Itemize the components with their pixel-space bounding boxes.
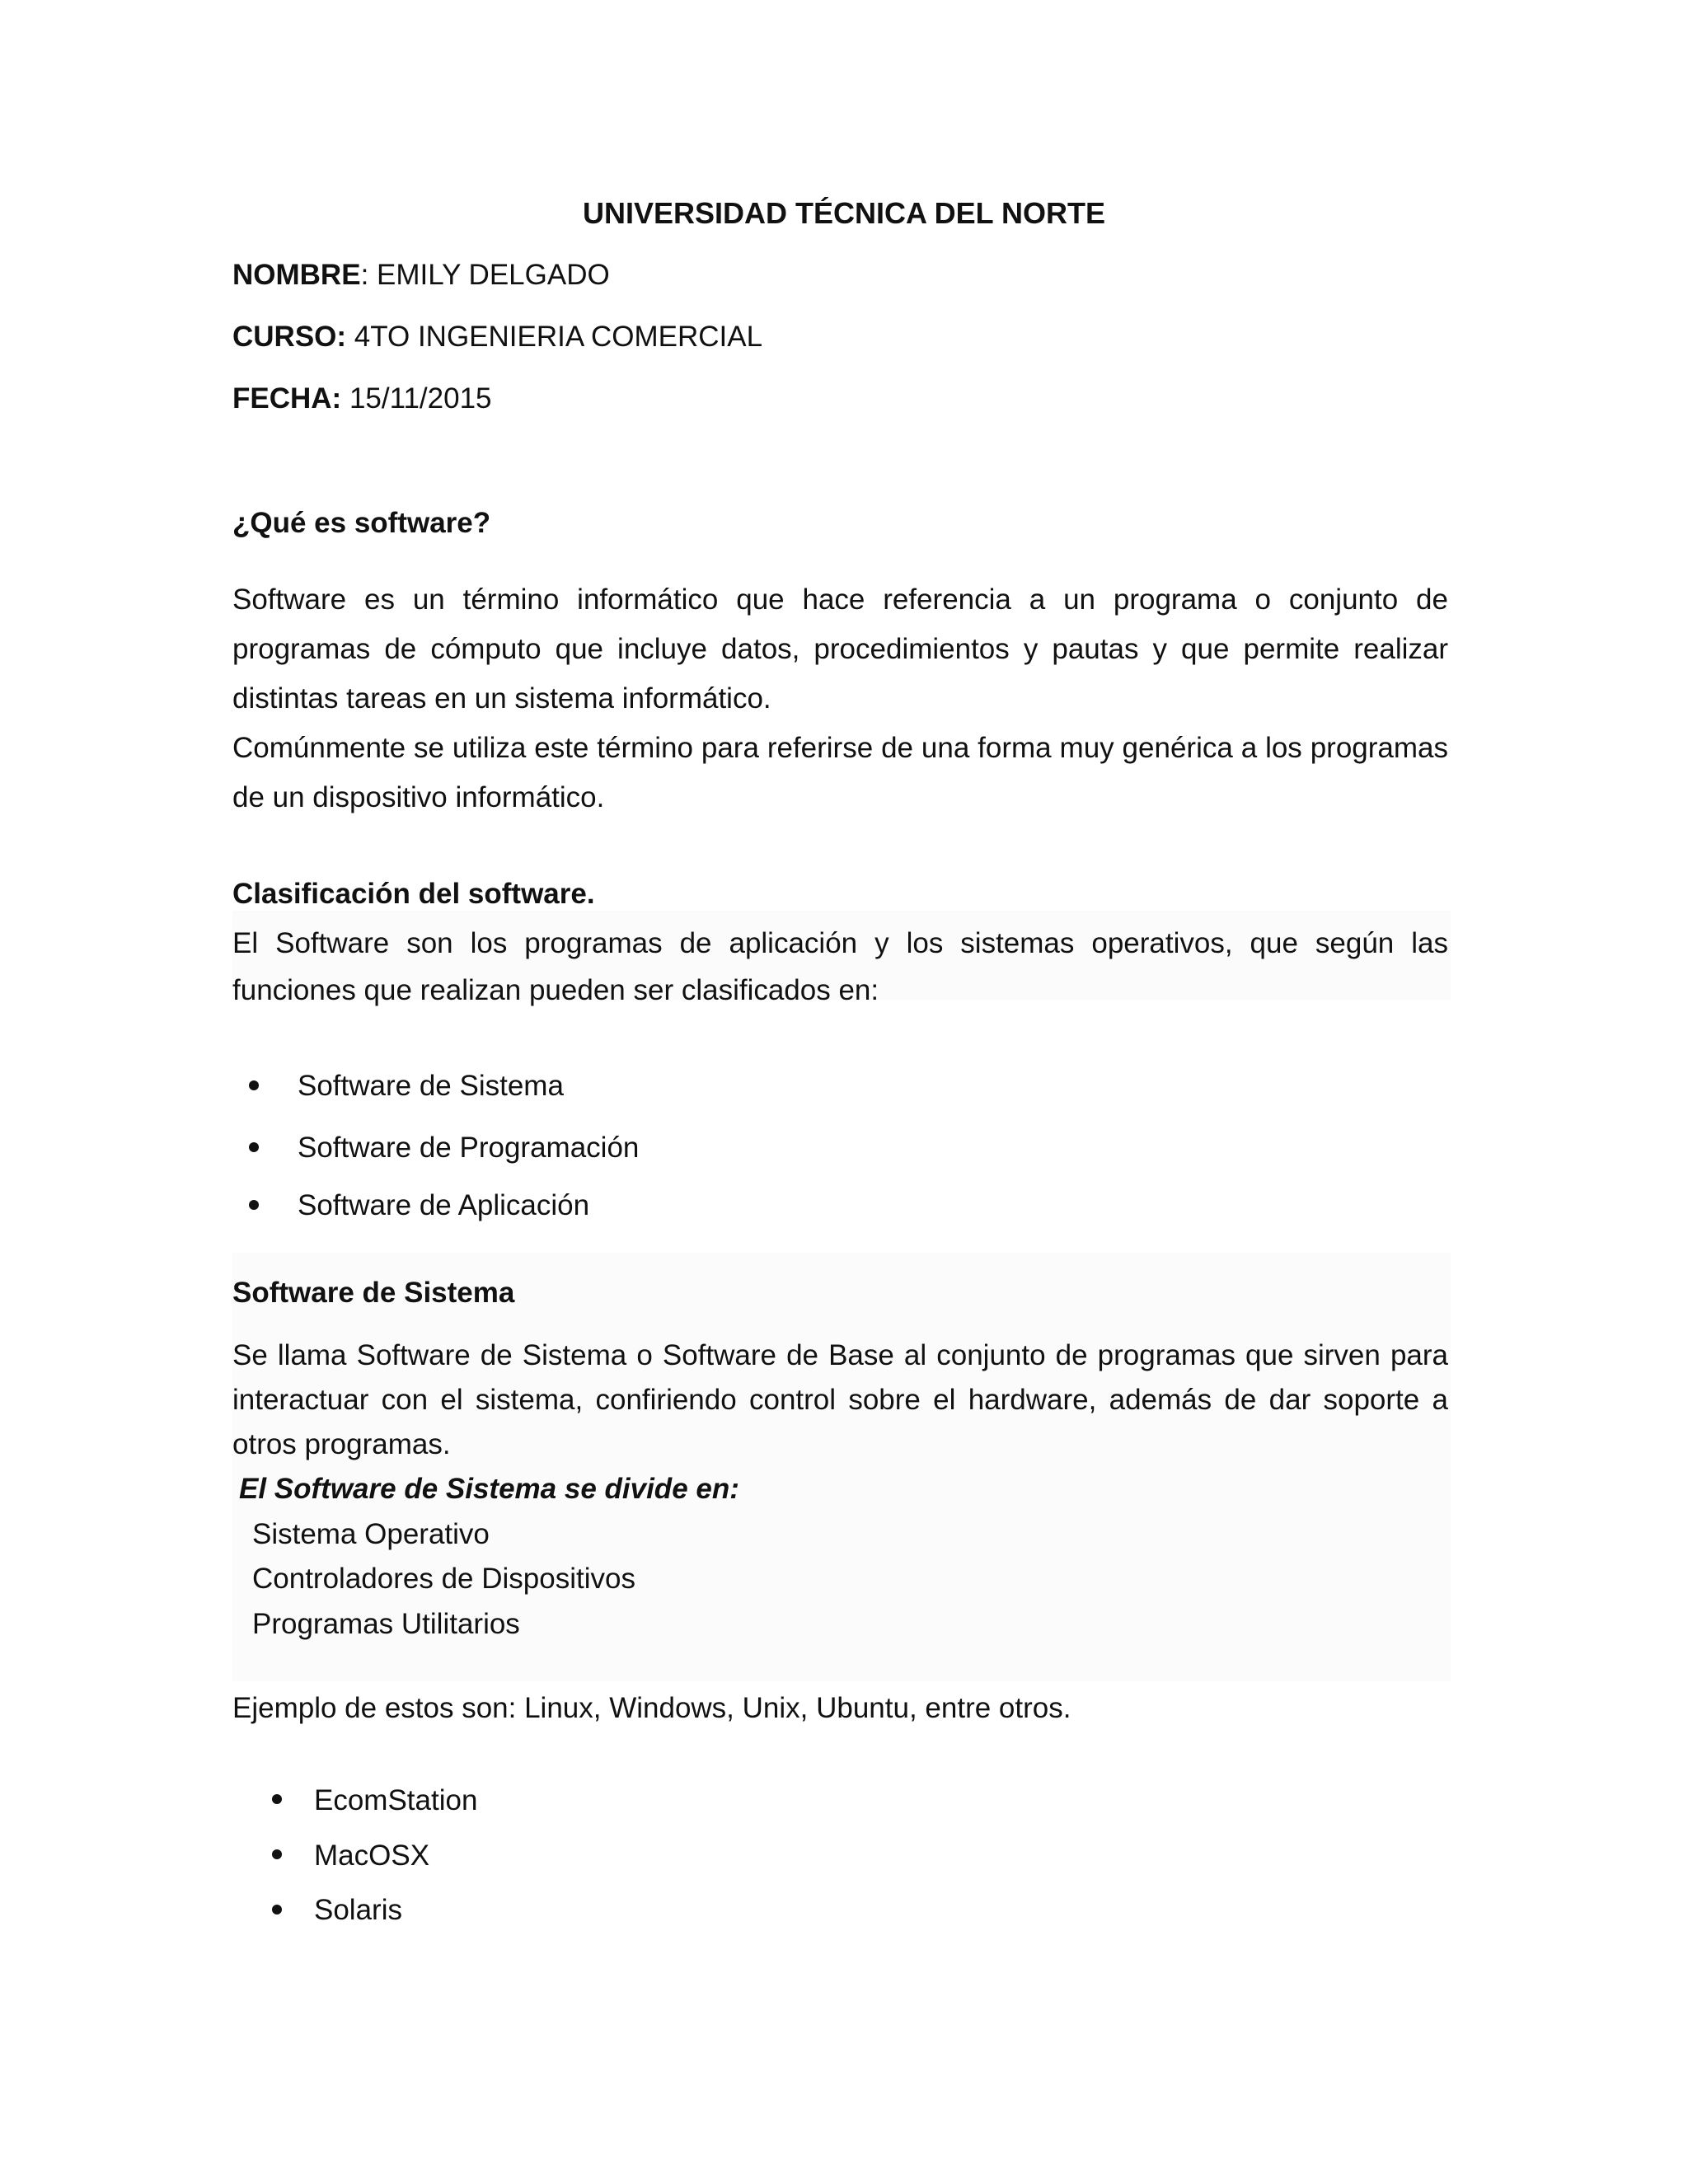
heading-software-sistema: Software de Sistema — [232, 1277, 515, 1309]
field-curso-label: CURSO: — [232, 321, 347, 353]
field-fecha-value: 15/11/2015 — [341, 382, 492, 415]
divides-item-controladores: Controladores de Dispositivos — [252, 1563, 635, 1595]
bullet-icon — [272, 1849, 282, 1859]
field-nombre-value: EMILY DELGADO — [368, 259, 610, 291]
examples-line: Ejemplo de estos son: Linux, Windows, Unix, Ubuntu, entre otros. — [232, 1692, 1071, 1724]
field-curso-value: 4TO INGENIERIA COMERCIAL — [346, 321, 763, 353]
list-item-software-programacion: Software de Programación — [298, 1132, 640, 1164]
field-nombre — [232, 260, 610, 289]
field-curso — [232, 322, 762, 351]
example-item-macosx: MacOSX — [314, 1840, 430, 1872]
university-title: UNIVERSIDAD TÉCNICA DEL NORTE — [582, 196, 1106, 230]
paragraph-classification: El Software son los programas de aplicación y los sistemas operativos, que según las funciones que realizan pueden ser clasificados en: — [232, 927, 1448, 1006]
bullet-icon — [249, 1142, 259, 1152]
field-nombre-label: NOMBRE — [232, 259, 361, 291]
paragraph-software-sistema: Se llama Software de Sistema o Software de Base al conjunto de programas que sirven para interactuar con el sistema, confiriendo control sobre el hardware, además de dar soporte a otros programas. — [232, 1339, 1448, 1460]
divides-item-sistema-operativo: Sistema Operativo — [252, 1518, 490, 1550]
heading-what-is-software: ¿Qué es software? — [232, 507, 491, 539]
bullet-icon — [249, 1200, 259, 1210]
heading-classification: Clasificación del software. — [232, 878, 595, 910]
field-fecha — [232, 384, 492, 413]
field-fecha-label: FECHA: — [232, 382, 342, 415]
example-item-solaris: Solaris — [314, 1894, 402, 1926]
bullet-icon — [249, 1080, 259, 1090]
paragraph-common-usage: Comúnmente se utiliza este término para referirse de una forma muy genérica a los programas de un dispositivo informático. — [232, 732, 1448, 813]
divides-item-utilitarios: Programas Utilitarios — [252, 1608, 520, 1640]
bullet-icon — [272, 1905, 282, 1915]
bullet-icon — [272, 1794, 282, 1804]
example-item-ecomstation: EcomStation — [314, 1784, 478, 1816]
list-item-software-aplicacion: Software de Aplicación — [298, 1189, 590, 1221]
paragraph-what-is-software: Software es un término informático que hace referencia a un programa o conjunto de programas de cómputo que incluye datos, procedimientos y pautas y que permite realizar distintas tareas en un sistema informático. — [232, 583, 1448, 715]
heading-divides: El Software de Sistema se divide en: — [239, 1473, 739, 1505]
field-nombre-colon: : — [360, 259, 369, 291]
list-item-software-sistema: Software de Sistema — [298, 1070, 564, 1102]
